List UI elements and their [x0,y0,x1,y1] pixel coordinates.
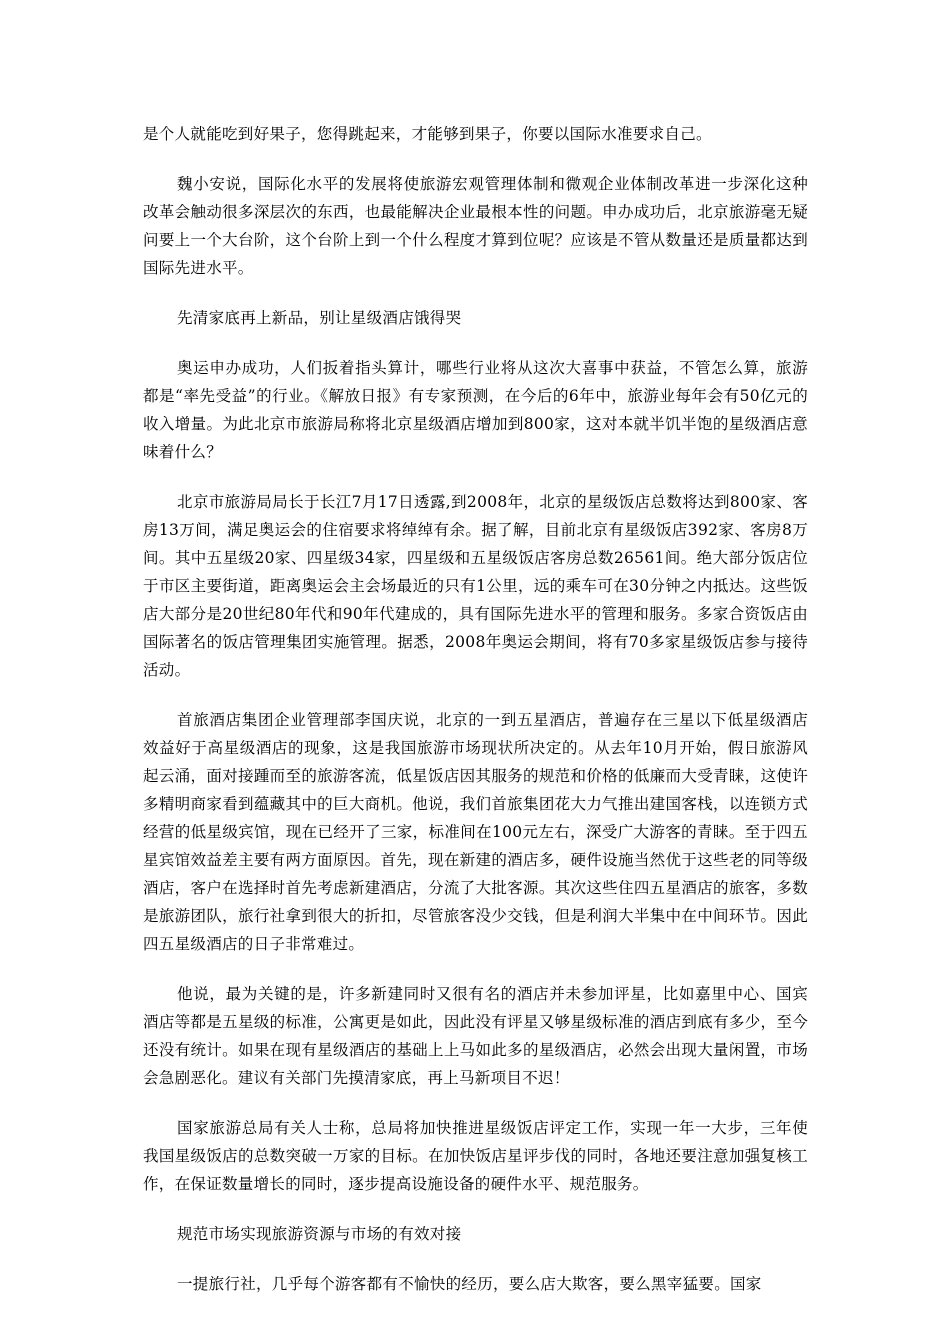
paragraph-olympic-benefit: 奥运申办成功，人们扳着指头算计，哪些行业将从这次大喜事中获益，不管怎么算，旅游都是“率先受益”的行业。《解放日报》有专家预测，在今后的6年中，旅游业每年会有50亿元的收入增量。为此北京市旅游局称将北京星级酒店增加到800家，这对本就半饥半饱的星级酒店意味着什么？ [143,359,808,461]
document-page [143,120,808,1298]
paragraph-key-issue: 他说，最为关键的是，许多新建同时又很有名的酒店并未参加评星，比如嘉里中心、国宾酒店等都是五星级的标准，公寓更是如此，因此没有评星又够星级标准的酒店到底有多少，至今还没有统计。如果在现有星级酒店的基础上上马如此多的星级酒店，必然会出现大量闲置，市场会急剧恶化。建议有关部门先摸清家底，再上马新项目不迟！ [143,985,808,1087]
paragraph-national-bureau: 国家旅游总局有关人士称，总局将加快推进星级饭店评定工作，实现一年一大步，三年使我国星级饭店的总数突破一万家的目标。在加快饭店星评步伐的同时，各地还要注意加强复核工作，在保证数量增长的同时，逐步提高设施设备的硬件水平、规范服务。 [143,1119,808,1193]
paragraph-travel-agency: 一提旅行社，几乎每个游客都有不愉快的经历，要么店大欺客，要么黑宰猛要。国家 [177,1275,762,1293]
paragraph-wei-xiaoan: 魏小安说，国际化水平的发展将使旅游宏观管理体制和微观企业体制改革进一步深化这种改革会触动很多深层次的东西，也最能解决企业最根本性的问题。申办成功后，北京旅游毫无疑问要上一个大台阶，这个台阶上到一个什么程度才算到位呢？应该是不管从数量还是质量都达到国际先进水平。 [143,175,808,277]
paragraph-continuation: 是个人就能吃到好果子，您得跳起来，才能够到果子，你要以国际水准要求自己。 [143,125,712,143]
paragraph-tourism-bureau: 北京市旅游局局长于长江7月17日透露,到2008年，北京的星级饭店总数将达到800家、客房13万间，满足奥运会的住宿要求将绰绰有余。据了解，目前北京有星级饭店392家、客房8万间。其中五星级20家、四星级34家，四星级和五星级饭店客房总数26561间。绝大部分饭店位于市区主要街道，距离奥运会主会场最近的只有1公里，远的乘车可在30分钟之内抵达。这些饭店大部分是20世纪80年代和90年代建成的，具有国际先进水平的管理和服务。多家合资饭店由国际著名的饭店管理集团实施管理。据悉，2008年奥运会期间，将有70多家星级饭店参与接待活动。 [143,493,808,679]
section-heading-hotels: 先清家底再上新品，别让星级酒店饿得哭 [177,309,462,327]
section-heading-market: 规范市场实现旅游资源与市场的有效对接 [177,1225,462,1243]
paragraph-li-guoqing: 首旅酒店集团企业管理部李国庆说，北京的一到五星酒店，普遍存在三星以下低星级酒店效益好于高星级酒店的现象，这是我国旅游市场现状所决定的。从去年10月开始，假日旅游风起云涌，面对接踵而至的旅游客流，低星饭店因其服务的规范和价格的低廉而大受青睐，这使许多精明商家看到蕴藏其中的巨大商机。他说，我们首旅集团花大力气推出建国客栈，以连锁方式经营的低星级宾馆，现在已经开了三家，标准间在100元左右，深受广大游客的青睐。至于四五星宾馆效益差主要有两方面原因。首先，现在新建的酒店多，硬件设施当然优于这些老的同等级酒店，客户在选择时首先考虑新建酒店，分流了大批客源。其次这些住四五星酒店的旅客，多数是旅游团队，旅行社拿到很大的折扣，尽管旅客没少交钱，但是利润大半集中在中间环节。因此四五星级酒店的日子非常难过。 [143,711,808,953]
